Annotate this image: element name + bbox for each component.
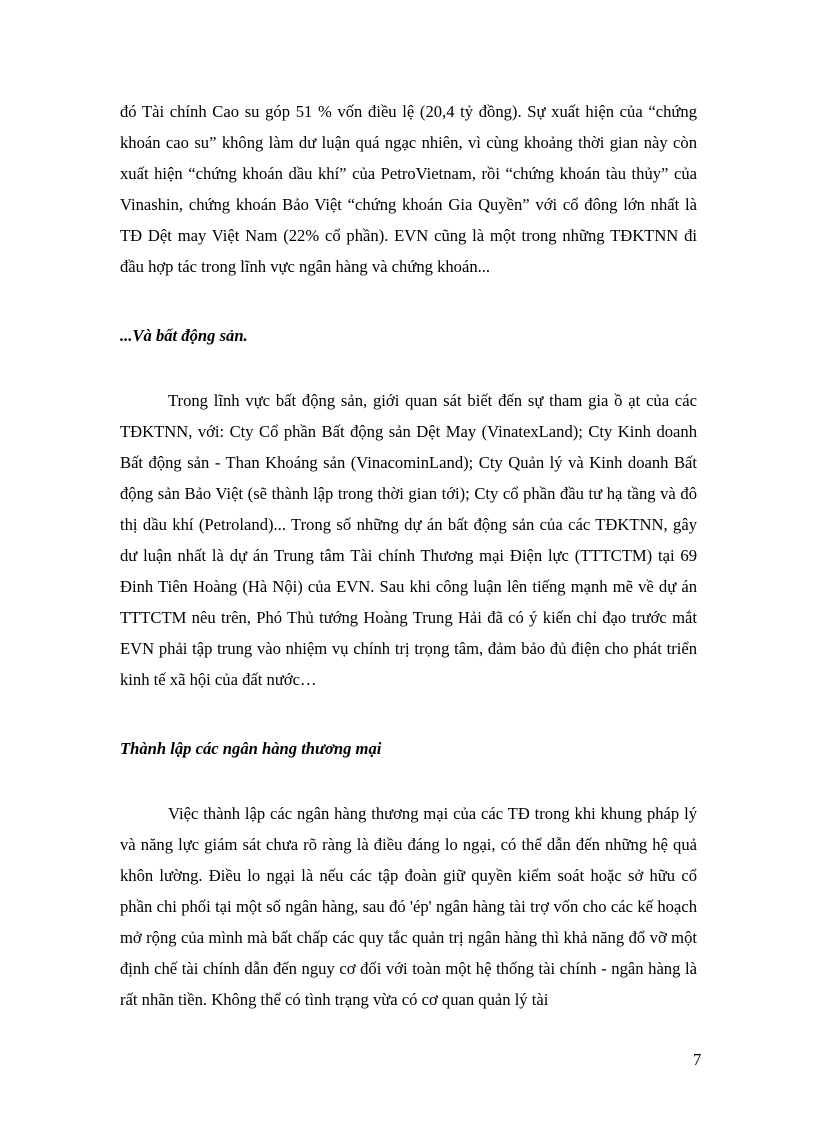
page-number: 7 [693, 1050, 702, 1069]
spacer [120, 764, 697, 798]
document-page [120, 96, 697, 1015]
paragraph-commercial-banks: Việc thành lập các ngân hàng thương mại của các TĐ trong khi khung pháp lý và năng lực giám sát chưa rõ ràng là điều đáng lo ngại, có thể dẫn đến những hệ quả khôn lường. Điều lo ngại là nếu các tập đoàn giữ quyền kiểm soát hoặc sở hữu cổ phần chi phối tại một số ngân hàng, sau đó 'ép' ngân hàng tài trợ vốn cho các kế hoạch mở rộng của mình mà bất chấp các quy tắc quản trị ngân hàng thì khả năng đổ vỡ một định chế tài chính dẫn đến nguy cơ đối với toàn một hệ thống tài chính - ngân hàng là rất nhãn tiền. Không thể có tình trạng vừa có cơ quan quản lý tài [120, 804, 697, 1009]
spacer [120, 351, 697, 385]
spacer [120, 282, 697, 320]
paragraph-rubber-securities: đó Tài chính Cao su góp 51 % vốn điều lệ (20,4 tỷ đồng). Sự xuất hiện của “chứng khoán cao su” không làm dư luận quá ngạc nhiên, vì cùng khoảng thời gian này còn xuất hiện “chứng khoán dầu khí” của PetroVietnam, rồi “chứng khoán tàu thủy” của Vinashin, chứng khoán Bảo Việt “chứng khoán Gia Quyền” với cổ đông lớn nhất là TĐ Dệt may Việt Nam (22% cổ phần). EVN cũng là một trong những TĐKTNN đi đầu hợp tác trong lĩnh vực ngân hàng và chứng khoán... [120, 102, 697, 276]
paragraph-real-estate: Trong lĩnh vực bất động sản, giới quan sát biết đến sự tham gia ồ ạt của các TĐKTNN, với: Cty Cổ phần Bất động sản Dệt May (VinatexLand); Cty Kinh doanh Bất động sản - Than Khoáng sản (VinacominLand); Cty Quản lý và Kinh doanh Bất động sản Bảo Việt (sẽ thành lập trong thời gian tới); Cty cổ phần đầu tư hạ tầng và đô thị dầu khí (Petroland)... Trong số những dự án bất động sản của các TĐKTNN, gây dư luận nhất là dự án Trung tâm Tài chính Thương mại Điện lực (TTTCTM) tại 69 Đinh Tiên Hoàng (Hà Nội) của EVN. Sau khi công luận lên tiếng mạnh mẽ về dự án TTTCTM nêu trên, Phó Thủ tướng Hoàng Trung Hải đã có ý kiến chỉ đạo trước mắt EVN phải tập trung vào nhiệm vụ chính trị trọng tâm, đảm bảo đủ điện cho phát triển kinh tế xã hội của đất nước… [120, 391, 697, 689]
section-heading-commercial-banks: Thành lập các ngân hàng thương mại [120, 739, 382, 758]
section-heading-real-estate: ...Và bất động sản. [120, 326, 248, 345]
spacer [120, 695, 697, 733]
